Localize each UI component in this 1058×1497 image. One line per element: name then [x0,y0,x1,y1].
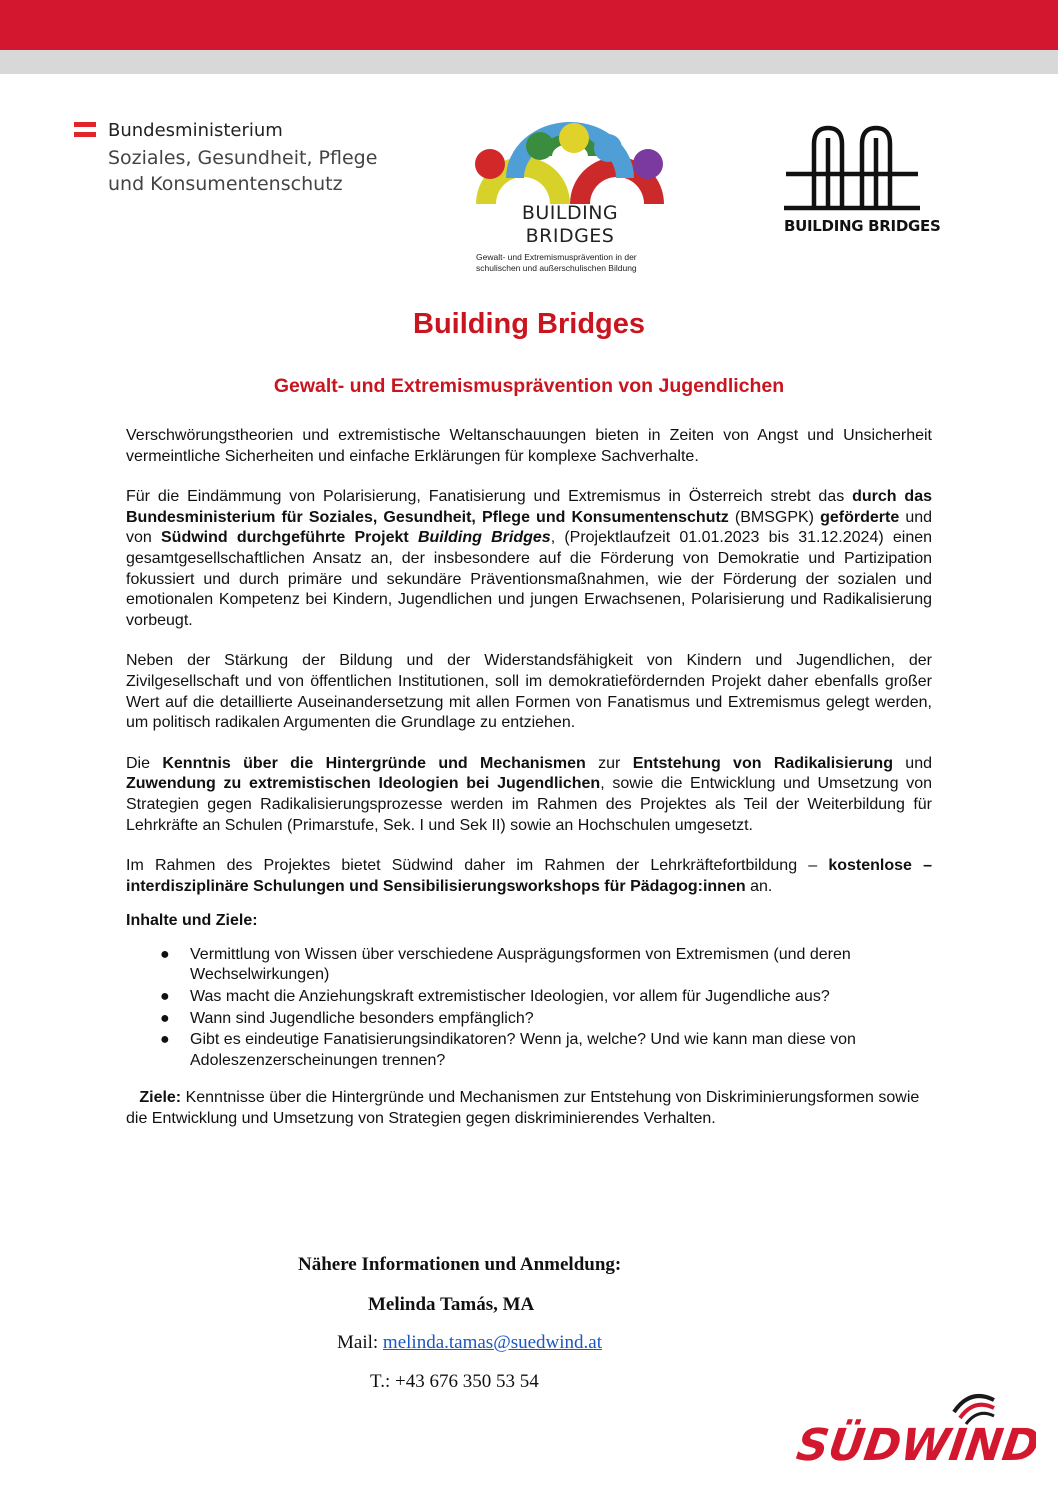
page-subtitle: Gewalt- und Extremismusprävention von Jugendlichen [273,375,785,397]
list-item: ● Gibt es eindeutige Fanatisierungsindikatoren? Wenn ja, welche? Und wie kann man diese von Adoleszenzerscheinungen trennen? [160,1031,856,1069]
bb-logo-tagline [476,252,676,274]
contact-name: Melinda Tamás, MA [368,1294,535,1315]
project-paragraph: Für die Eindämmung von Polarisierung, Fanatisierung und Extremismus in Österreich strebt das durch das Bundesministerium für Soziales, Gesundheit, Pflege und Konsumentenschutz (BMSGPK) geförderte und von Südwind durchgeführte Projekt Building Bridges, (Projektlaufzeit 01.01.2023 bis 31.12.2024) einen gesamtgesellschaftlichen Ansatz an, der insbesondere auf die Förderung von Demokratie und Partizipation fokussiert und durch primäre und sekundäre Präventionsmaßnahmen, wie der Förderung der sozialen und emotionalen Kompetenz bei Kindern, Jugendlichen und jungen Erwachsenen, Polarisierung und Radikalisierung vorbeugt. [126,488,933,629]
list-item: ● Vermittlung von Wissen über verschiedene Ausprägungsformen von Extremismen (und deren Wechselwirkungen) [160,945,851,984]
bb-logo-word1: BUILDING [521,202,619,224]
ziele-label: Ziele: [139,1089,182,1107]
bullet-icon: ● [160,1031,170,1049]
bb-logo-word2: BRIDGES [525,225,615,247]
suedwind-logo [796,1382,1036,1482]
ministry-name-line2: Soziales, Gesundheit, Pflege [108,147,378,169]
building-bridges-color-logo [470,122,680,282]
intro-paragraph: Verschwörungstheorien und extremistische Weltanschauungen bieten in Zeiten von Angst und Unsicherheit vermeintliche Sicherheiten und einfache Erklärungen für komplexe Sachverhalte. [126,427,932,465]
header-grey-band [0,50,1058,74]
building-bridges-arches-icon [470,122,680,204]
email-link[interactable]: melinda.tamas@suedwind.at [382,1332,602,1353]
svg-text:SÜDWIND: SÜDWIND [796,1420,1036,1471]
bridge-towers-icon [784,124,920,212]
bullet-icon: ● [160,1009,170,1027]
bullet-icon: ● [160,988,170,1006]
header-red-band [0,0,1058,50]
page-title: Building Bridges [413,308,645,340]
contact-heading: Nähere Informationen und Anmeldung: [298,1254,622,1275]
list-item: ● Was macht die Anziehungskraft extremistischer Ideologien, vor allem für Jugendliche aus? [126,987,932,1008]
bb-logo-tagline-line1: Gewalt- und Extremismusprävention in der [476,252,637,262]
offer-paragraph: Im Rahmen des Projektes bietet Südwind daher im Rahmen der Lehrkräftefortbildung – kostenlose – interdisziplinäre Schulungen und Sensibilisierungsworkshops für Pädagog:innen an. [126,857,932,895]
austria-flag-icon [74,122,96,137]
contact-mail-line: Mail: melinda.tamas@suedwind.at [337,1332,602,1353]
goals-paragraph: Neben der Stärkung der Bildung und der Widerstandsfähigkeit von Kindern und Jugendlichen, der Zivilgesellschaft und von öffentlichen Institutionen, soll im demokratiefördernden Projekt daher ebenfalls großer Wert auf die detaillierte Auseinandersetzung mit allen Formen von Fanatismus und Extremismus gelegt werden, um politisch radikalen Argumenten die Grundlage zu entziehen. [126,652,932,732]
ziele-paragraph: Ziele: Kenntnisse über die Hintergründe und Mechanismen zur Entstehung von Diskriminierungsformen sowie die Entwicklung und Umsetzung von Strategien gegen diskriminierendes Verhalten. [126,1089,920,1128]
inhalte-heading: Inhalte und Ziele: [126,912,258,930]
content-bullet-list [126,945,932,1072]
knowledge-paragraph: Die Kenntnis über die Hintergründe und Mechanismen zur Entstehung von Radikalisierung und Zuwendung zu extremistischen Ideologien bei Jugendlichen, sowie die Entwicklung und Umsetzung von Strategien gegen Radikalisierungsprozesse werden im Rahmen des Projektes als Teil der Weiterbildung für Lehrkräfte an Schulen (Primarstufe, Sek. I und Sek II) sowie an Hochschulen umgesetzt. [126,754,932,834]
main-content [126,426,932,1150]
ministry-name-line1: Bundesministerium [108,120,283,141]
contact-phone: T.: +43 676 350 53 54 [370,1371,539,1392]
bullet-icon: ● [160,945,170,963]
list-item: ● Wann sind Jugendliche besonders empfänglich? [126,1009,932,1030]
bb-black-logo-text: BUILDING BRIDGES [784,217,941,235]
suedwind-wordmark-icon [796,1382,1036,1482]
ministry-name-line3: und Konsumentenschutz [108,173,343,195]
building-bridges-black-logo [784,124,941,244]
bb-logo-tagline-line2: schulischen und außerschulischen Bildung [476,263,637,273]
